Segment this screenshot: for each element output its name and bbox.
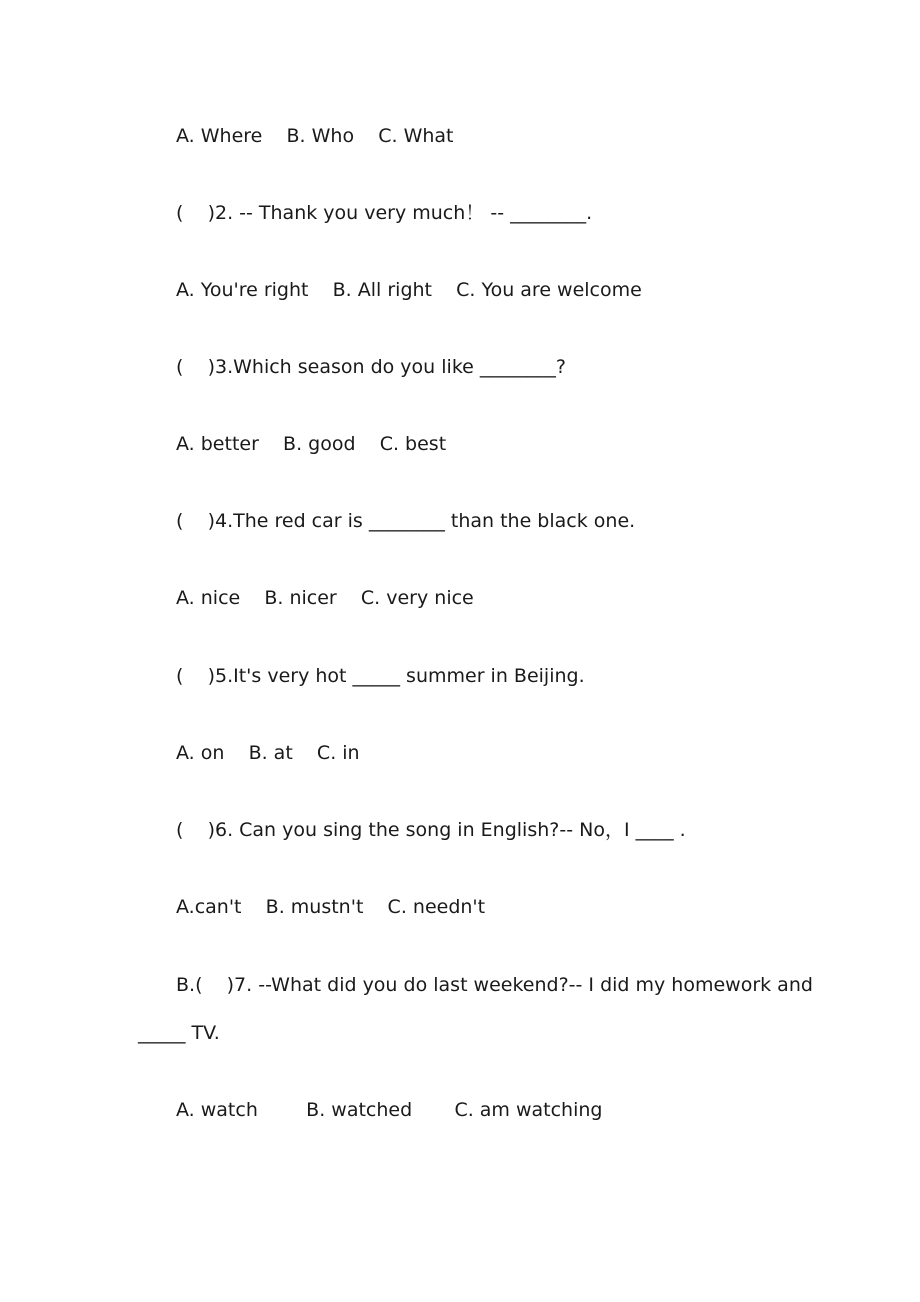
q4-options: A. nice B. nicer C. very nice [176, 587, 474, 609]
q5-question: ( )5.It's very hot _____ summer in Beijing. [176, 665, 585, 687]
q4-question: ( )4.The red car is ________ than the black one. [176, 510, 636, 532]
q7-question-continuation: _____ TV. [138, 1022, 220, 1044]
q6-options: A.can't B. mustn't C. needn't [176, 896, 486, 918]
q7-question: B.( )7. --What did you do last weekend?-- I did my homework and [176, 974, 813, 996]
q3-question: ( )3.Which season do you like ________? [176, 356, 566, 378]
q7-options: A. watch B. watched C. am watching [176, 1099, 603, 1121]
q3-options: A. better B. good C. best [176, 433, 447, 455]
q2-question: ( )2. -- Thank you very much！ -- ________. [176, 202, 593, 224]
q1-options: A. Where B. Who C. What [176, 125, 454, 147]
q5-options: A. on B. at C. in [176, 742, 360, 764]
q6-question: ( )6. Can you sing the song in English?-- No，I ____ . [176, 819, 686, 841]
q2-options: A. You're right B. All right C. You are welcome [176, 279, 642, 301]
